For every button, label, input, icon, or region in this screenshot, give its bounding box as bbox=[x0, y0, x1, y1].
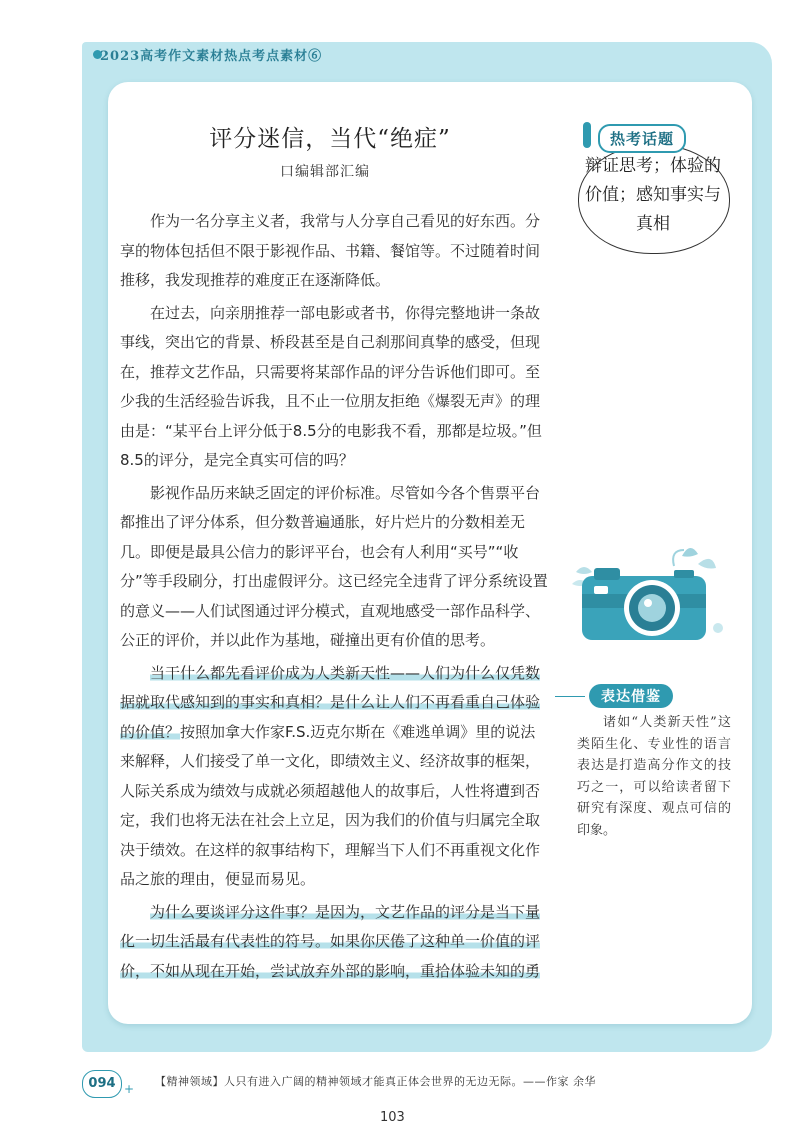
paragraph-4-highlight: 当干什么都先看评价成为人类新天性——人们为什么仅凭数据就取代感知到的事实和真相？是什么让人们不再看重自己体验的价值？ bbox=[120, 663, 541, 741]
expression-connector bbox=[555, 696, 585, 697]
hot-topic-box bbox=[578, 122, 728, 242]
paragraph-3: 影视作品历来缺乏固定的评价标准。尽管如今各个售票平台都推出了评分体系，但分数普遍通胀，好片烂片的分数相差无几。即便是最具公信力的影评平台，也会有人利用“买号”“收分”等手段刷分，打出虚假评分。这已经完全违背了评分系统设置的意义——人们试图通过评分模式，直观地感受一部作品科学、公正的评价，并以此作为基地，碰撞出更有价值的思考。 bbox=[120, 483, 548, 649]
paragraph-5 bbox=[120, 898, 548, 987]
paragraph-5-highlight: 为什么要谈评分这件事？是因为，文艺作品的评分是当下量化一切生活最有代表性的符号。如果你厌倦了这种单一价值的评价，不如从现在开始，尝试放弃外部的影响，重拾体验未知的勇 bbox=[120, 902, 541, 980]
footer-quote: 【精神领域】人只有进入广阔的精神领域才能真正体会世界的无边无际。——作家 余华 bbox=[155, 1075, 596, 1088]
hot-topic-text: 辩证思考；体验的价值；感知事实与真相 bbox=[585, 156, 721, 234]
hot-topic-bar bbox=[583, 122, 591, 148]
paragraph-2: 在过去，向亲朋推荐一部电影或者书，你得完整地讲一条故事线，突出它的背景、桥段甚至是自己刹那间真挚的感受，但现在，推荐文艺作品，只需要将某部作品的评分告诉他们即可。至少我的生活经验告诉我，且不止一位朋友拒绝《爆裂无声》的理由是：“某平台上评分低于8.5分的电影我不看，那都是垃圾。”但8.5的评分，是完全真实可信的吗？ bbox=[120, 303, 542, 469]
hot-topic-label: 热考话题 bbox=[598, 124, 686, 153]
expression-label: 表达借鉴 bbox=[589, 684, 673, 708]
paragraph-4 bbox=[120, 659, 548, 895]
article-title: 评分迷信，当代“绝症” bbox=[209, 126, 451, 152]
paragraph-4-rest: 按照加拿大作家F.S.迈克尔斯在《难逃单调》里的说法来解释，人们接受了单一文化，即绩效主义、经济故事的框架，人际关系成为绩效与成就必须超越他人的故事后，人性将遭到否定，我们也将无法在社会上立足，因为我们的价值与归属完全取决于绩效。在这样的叙事结构下，理解当下人们不再重视文化作品之旅的理由，便显而易见。 bbox=[120, 722, 541, 888]
camera-illustration bbox=[570, 536, 730, 656]
page-number: 103 bbox=[380, 1110, 405, 1125]
article-byline: 口编辑部汇编 bbox=[280, 164, 370, 180]
plus-ornament-icon: + bbox=[124, 1082, 135, 1096]
article-body bbox=[120, 207, 548, 989]
page-badge: 094 bbox=[82, 1070, 122, 1098]
running-head: 2023高考作文素材热点考点素材⑥ bbox=[100, 49, 323, 64]
paragraph-1: 作为一名分享主义者，我常与人分享自己看见的好东西。分享的物体包括但不限于影视作品、书籍、餐馆等。不过随着时间推移，我发现推荐的难度正在逐渐降低。 bbox=[120, 212, 541, 289]
expression-text: 诸如“人类新天性”这类陌生化、专业性的语言表达是打造高分作文的技巧之一，可以给读者留下研究有深度、观点可信的印象。 bbox=[577, 715, 731, 838]
